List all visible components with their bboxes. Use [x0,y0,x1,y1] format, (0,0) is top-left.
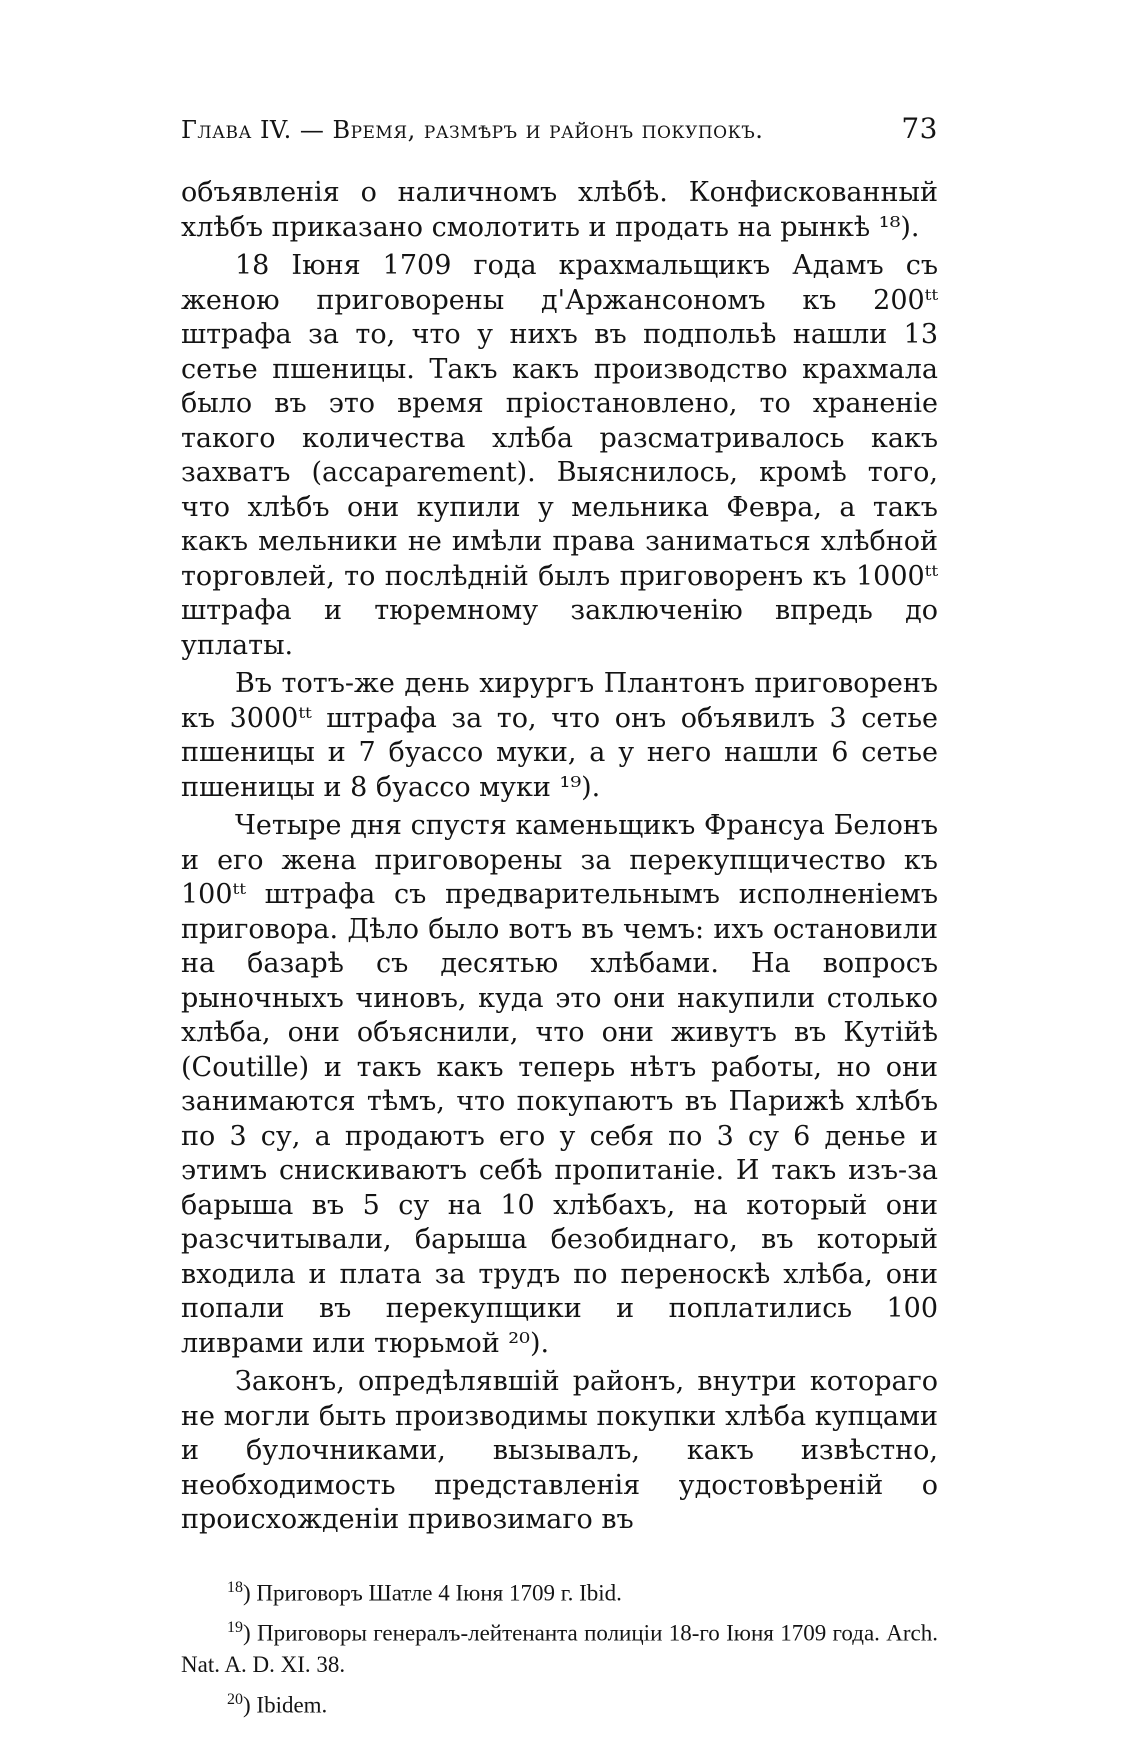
footnote-mark: 20 [227,1690,243,1708]
footnote-18 [181,1572,938,1609]
book-page [181,108,938,1724]
page-number: 73 [901,112,938,145]
footnote-19 [181,1612,938,1680]
footnote-20 [181,1684,938,1721]
footnote-text: ) Приговоръ Шатле 4 Іюня 1709 г. Ibid. [243,1580,622,1606]
paragraph-5: Законъ, опредѣлявшій районъ, внутри котораго не могли быть производимы покупки хлѣба купцами и булочниками, вызывалъ, какъ извѣстно, необходимость представленія удостовѣреній о происхожденіи привозимаго въ [181,1366,938,1535]
footnotes [181,1572,938,1721]
running-head [181,108,938,154]
footnote-mark: 19 [227,1619,243,1637]
paragraph-4: Четыре дня спустя каменьщикъ Франсуа Белонъ и его жена приговорены за перекупщичество къ 100ᵗᵗ штрафа съ предварительнымъ исполненіемъ приговора. Дѣло было вотъ въ чемъ: ихъ остановили на базарѣ съ десятью хлѣбами. На вопросъ рыночныхъ чиновъ, куда это они накупили столько хлѣба, они объяснили, что они живутъ въ Кутійѣ (Coutille) и такъ какъ теперь нѣтъ работы, но они занимаются тѣмъ, что покупаютъ въ Парижѣ хлѣбъ по 3 су, а продаютъ его у себя по 3 су 6 денье и этимъ снискиваютъ себѣ пропитаніе. И такъ изъ-за барыша въ 5 су на 10 хлѣбахъ, на который они разсчитывали, барыша безобиднаго, въ который входила и плата за трудъ по переноскѣ хлѣба, они попали въ перекупщики и поплатились 100 ливрами или тюрьмой ²⁰). [181,810,938,1359]
body-text [181,176,938,1538]
footnote-text: ) Ibidem. [243,1692,328,1718]
paragraph-3: Въ тотъ-же день хирургъ Плантонъ приговоренъ къ 3000ᵗᵗ штрафа за то, что онъ объявилъ 3 сетье пшеницы и 7 буассо муки, а у него нашли 6 сетье пшеницы и 8 буассо муки ¹⁹). [181,668,938,803]
footnote-text: ) Приговоры генералъ-лейтенанта полиціи 18-го Іюня 1709 года. Arch. Nat. A. D. XI. 38. [181,1620,938,1677]
footnote-mark: 18 [227,1578,243,1596]
running-title: Глава IV. — Время, размѣръ и районъ покупокъ. [181,116,764,144]
paragraph-1: объявленія о наличномъ хлѣбѣ. Конфискованный хлѣбъ приказано смолотить и продать на рынкѣ ¹⁸). [181,177,938,243]
paragraph-2: 18 Іюня 1709 года крахмальщикъ Адамъ съ женою приговорены д'Аржансономъ къ 200ᵗᵗ штрафа за то, что у нихъ въ подпольѣ нашли 13 сетье пшеницы. Такъ какъ производство крахмала было въ это время пріостановлено, то храненіе такого количества хлѣба разсматривалось какъ захватъ (accaparement). Выяснилось, кромѣ того, что хлѣбъ они купили у мельника Февра, а такъ какъ мельники не имѣли права заниматься хлѣбной торговлей, то послѣдній былъ приговоренъ къ 1000ᵗᵗ штрафа и тюремному заключенію впредь до уплаты. [181,250,938,661]
